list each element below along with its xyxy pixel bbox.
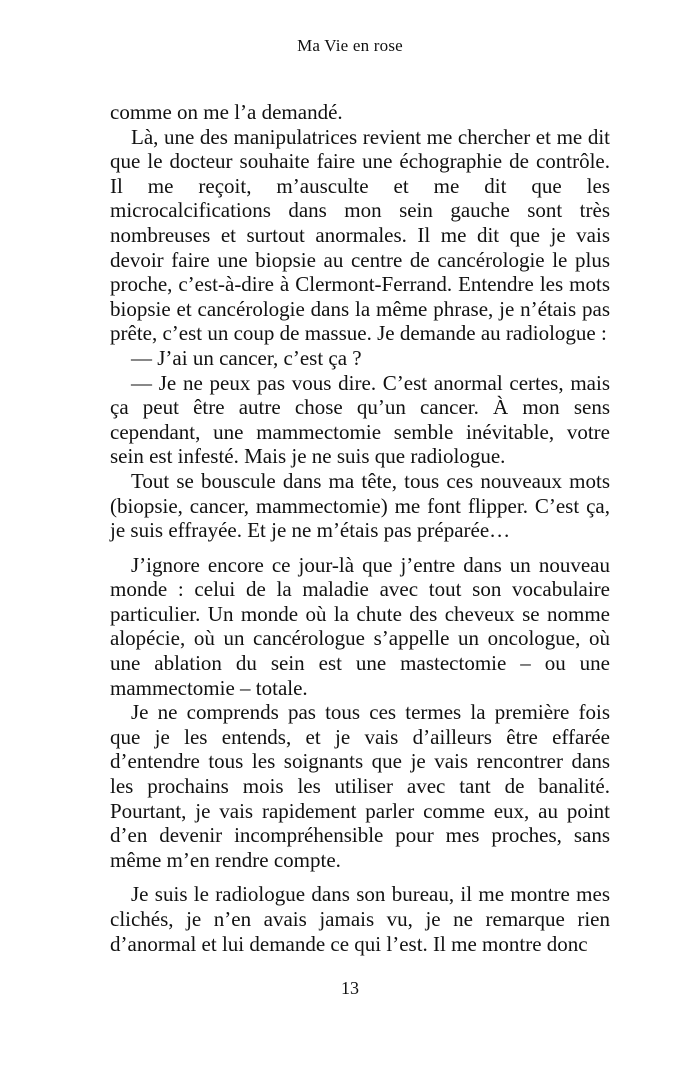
- running-header: Ma Vie en rose: [297, 36, 403, 55]
- paragraph-bouscule: Tout se bouscule dans ma tête, tous ces nouveaux mots (biopsie, cancer, mammectomie) me font flipper. C’est ça, je suis effrayée. Et je ne m’étais pas préparée…: [110, 468, 610, 543]
- paragraph-manipulatrice: Là, une des manipulatrices revient me chercher et me dit que le docteur souhaite faire une échographie de contrôle. Il me reçoit, m’ausculte et me dit que les microcalcifications dans mon sein gauche sont très nombreuses et surtout anormales. Il me dit que je vais devoir faire une biopsie au centre de cancérologie le plus proche, c’est-à-dire à Clermont-Ferrand. Entendre les mots biopsie et cancérologie dans la même phrase, je n’étais pas prête, c’est un coup de massue. Je demande au radiologue :: [110, 124, 610, 346]
- dialogue-line-question: — J’ai un cancer, c’est ça ?: [131, 345, 362, 370]
- body-text: [110, 100, 610, 956]
- page-number: 13: [341, 978, 359, 998]
- paragraph-nouveau-monde: J’ignore encore ce jour-là que j’entre dans un nouveau monde : celui de la maladie avec tout son vocabulaire particulier. Un monde où la chute des cheveux se nomme alopécie, où un cancérologue s’appelle un oncologue, où une ablation du sein est une mastectomie – ou une mammectomie – totale.: [110, 552, 610, 700]
- paragraph-continuation: comme on me l’a demandé.: [110, 100, 343, 124]
- paragraph-bureau: Je suis le radiologue dans son bureau, il me montre mes clichés, je n’en avais jamais vu, je ne remarque rien d’anormal et lui demande ce qui l’est. Il me montre donc: [110, 882, 610, 956]
- paragraph-termes: Je ne comprends pas tous ces termes la première fois que je les entends, et je vais d’ailleurs être effarée d’entendre tous les soignants que je vais rencontrer dans les prochains mois les utiliser avec tant de banalité. Pourtant, je vais rapidement parler comme eux, au point d’en devenir incompréhensible pour mes proches, sans même m’en rendre compte.: [110, 700, 610, 872]
- dialogue-line-answer: — Je ne peux pas vous dire. C’est anormal certes, mais ça peut être autre chose qu’un cancer. À mon sens cependant, une mammectomie semble inévitable, votre sein est infesté. Mais je ne suis que radiologue.: [110, 370, 610, 469]
